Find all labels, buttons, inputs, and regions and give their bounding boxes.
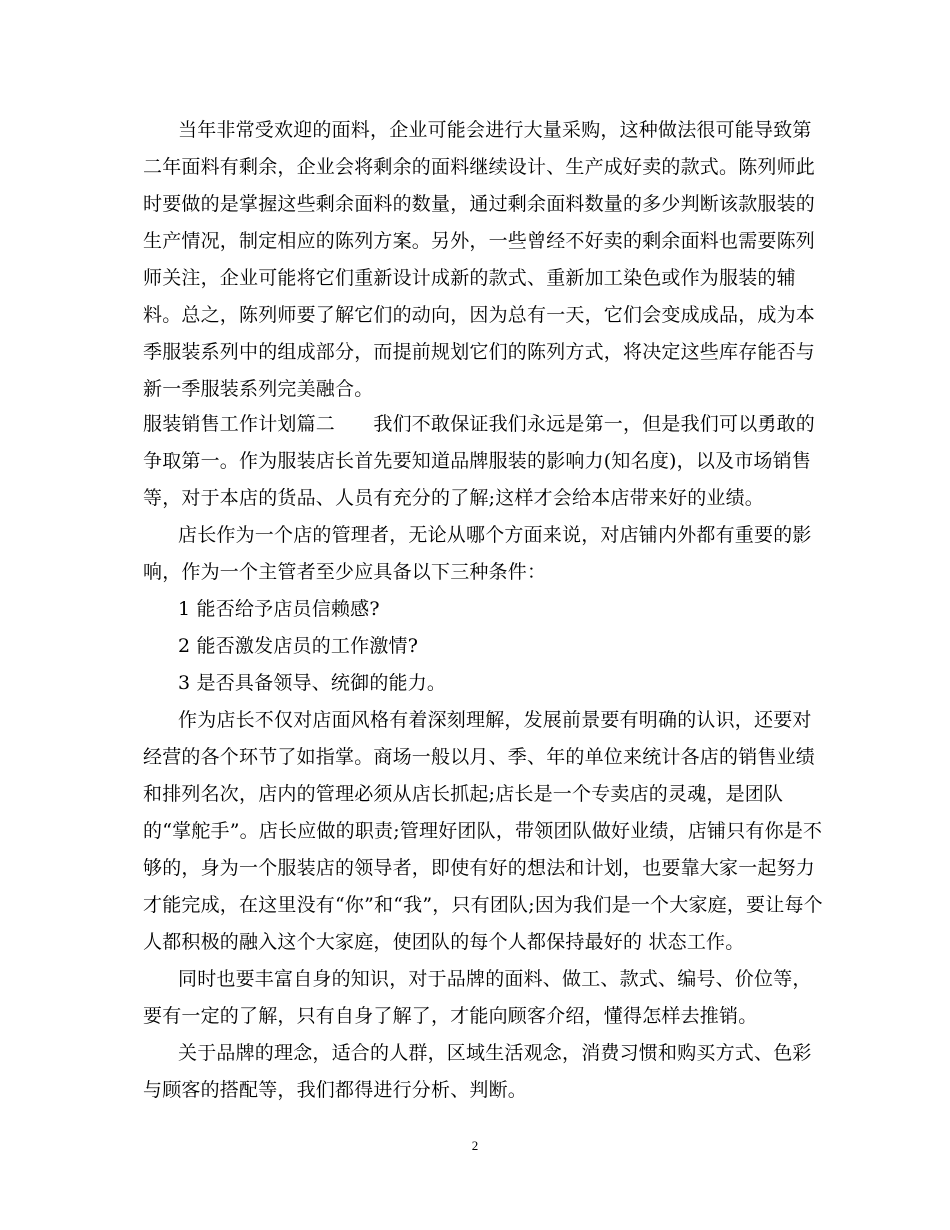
- page-number: 2: [471, 1138, 479, 1153]
- text-line: 争取第一。作为服装店长首先要知道品牌服装的影响力(知名度)，以及市场销售: [143, 450, 812, 472]
- text-line: 当年非常受欢迎的面料，企业可能会进行大量采购，这种做法很可能导致第: [178, 119, 812, 141]
- text-line: 等，对于本店的货品、人员有充分的了解;这样才会给本店带来好的业绩。: [143, 487, 765, 509]
- text-line: 经营的各个环节了如指掌。商场一般以月、季、年的单位来统计各店的销售业绩: [143, 746, 816, 768]
- text-line: 店长作为一个店的管理者，无论从哪个方面来说，对店铺内外都有重要的影: [178, 524, 812, 546]
- list-item: 1 能否给予店员信赖感?: [178, 598, 380, 620]
- text-line: 的“掌舵手”。店长应做的职责;管理好团队，带领团队做好业绩，店铺只有你是不: [143, 820, 823, 842]
- text-line: 时要做的是掌握这些剩余面料的数量，通过剩余面料数量的多少判断该款服装的: [143, 193, 816, 215]
- text-line: 要有一定的了解，只有自身了解了，才能向顾客介绍，懂得怎样去推销。: [143, 1005, 758, 1027]
- section-heading-line: 服装销售工作计划篇二 我们不敢保证我们永远是第一，但是我们可以勇敢的: [143, 413, 816, 435]
- text-line: 作为店长不仅对店面风格有着深刻理解，发展前景要有明确的认识，还要对: [178, 709, 812, 731]
- list-item: 3 是否具备领导、统御的能力。: [178, 672, 447, 694]
- text-line: 才能完成，在这里没有“你”和“我”，只有团队;因为我们是一个大家庭，要让每个: [143, 894, 823, 916]
- text-line: 同时也要丰富自身的知识，对于品牌的面料、做工、款式、编号、价位等，: [178, 968, 812, 990]
- text-line: 料。总之，陈列师要了解它们的动向，因为总有一天，它们会变成成品，成为本: [143, 304, 816, 326]
- text-line: 人都积极的融入这个大家庭，使团队的每个人都保持最好的 状态工作。: [143, 931, 745, 953]
- text-line: 季服装系列中的组成部分，而提前规划它们的陈列方式，将决定这些库存能否与: [143, 341, 816, 363]
- text-line: 和排列名次，店内的管理必须从店长抓起;店长是一个专卖店的灵魂，是团队: [143, 783, 784, 805]
- text-line: 关于品牌的理念，适合的人群，区域生活观念，消费习惯和购买方式、色彩: [178, 1042, 812, 1064]
- text-line: 响，作为一个主管者至少应具备以下三种条件：: [143, 561, 547, 583]
- text-line: 与顾客的搭配等，我们都得进行分析、判断。: [143, 1079, 528, 1101]
- text-line: 师关注，企业可能将它们重新设计成新的款式、重新加工染色或作为服装的辅: [143, 267, 796, 289]
- text-line: 生产情况，制定相应的陈列方案。另外，一些曾经不好卖的剩余面料也需要陈列: [143, 230, 816, 252]
- text-line: 二年面料有剩余，企业会将剩余的面料继续设计、生产成好卖的款式。陈列师此: [143, 156, 816, 178]
- list-item: 2 能否激发店员的工作激情?: [178, 635, 419, 657]
- text-line: 够的，身为一个服装店的领导者，即使有好的想法和计划，也要靠大家一起努力: [143, 857, 816, 879]
- text-line: 新一季服装系列完美融合。: [143, 378, 374, 400]
